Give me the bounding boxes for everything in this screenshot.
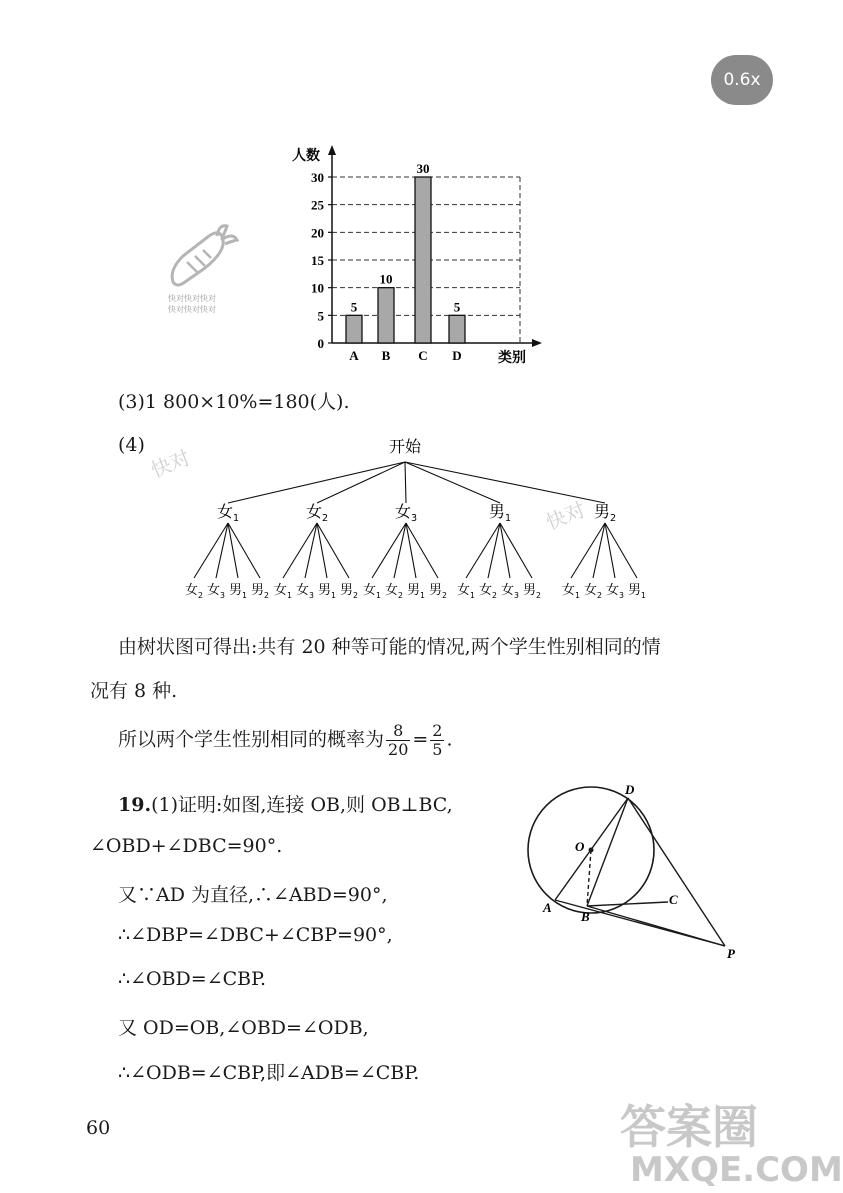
tree-leaf: 女$_1$	[562, 583, 580, 600]
watermark-stamp: 快对	[147, 445, 194, 483]
tree-leaf: 女$_1$	[274, 583, 292, 600]
q19-line7: ∴∠ODB=∠CBP,即∠ADB=∠CBP.	[118, 1062, 420, 1084]
x-axis-label: 类别	[498, 350, 526, 366]
tree-branch	[466, 523, 500, 578]
tree-leaf: 男$_1$	[229, 583, 247, 600]
tree-leaf: 男$_1$	[318, 583, 336, 600]
tree-leaf: 男$_2$	[523, 583, 541, 600]
label-a: A	[543, 900, 552, 915]
y-tick-label: 5	[317, 308, 324, 324]
tree-leaf: 女$_1$	[457, 583, 475, 600]
watermark-stamp: 快对	[542, 497, 589, 535]
segment-bd	[587, 798, 628, 906]
tree-leaf: 男$_2$	[251, 583, 269, 600]
segment-bc	[587, 902, 668, 906]
data-label-C: 30	[416, 161, 430, 176]
tree-branch	[405, 462, 500, 503]
x-tick-label: A	[349, 348, 359, 363]
y-tick-label: 15	[311, 253, 324, 268]
tree-branch	[372, 523, 406, 578]
site-watermark: 答案圈	[620, 1100, 758, 1154]
conclusion-line1: 由树状图可得出:共有 20 种等可能的情况,两个学生性别相同的情	[118, 636, 661, 658]
tree-leaf: 女$_2$	[385, 583, 403, 600]
q19-line5: ∴∠OBD=∠CBP.	[118, 968, 267, 990]
tree-leaf: 男$_2$	[340, 583, 358, 600]
tree-node-level1: 男$_2$	[593, 502, 617, 524]
part3-answer: (3)1 800×10%=180(人).	[118, 391, 350, 413]
tree-leaf: 女$_3$	[501, 583, 519, 600]
carrot-logo-icon	[165, 222, 245, 294]
tree-branch	[571, 523, 605, 578]
q19-line2: ∠OBD+∠DBC=90°.	[90, 835, 283, 857]
segment-bp	[587, 906, 725, 946]
tree-leaf: 男$_1$	[407, 583, 425, 600]
tree-branch	[283, 523, 317, 578]
tree-branch	[228, 462, 405, 503]
part4-label: (4)	[118, 434, 145, 456]
playback-speed-badge[interactable]: 0.6x	[711, 55, 773, 105]
q19-line1: 19.(1)证明:如图,连接 OB,则 OB⊥BC,	[118, 794, 453, 816]
x-tick-label: B	[381, 348, 391, 363]
tree-leaf: 女$_1$	[363, 583, 381, 600]
q19-line6: 又 OD=OB,∠OBD=∠ODB,	[118, 1017, 369, 1039]
tree-node-level1: 女$_2$	[305, 502, 329, 524]
tree-leaf: 女$_2$	[479, 583, 497, 600]
tree-branch	[305, 523, 317, 578]
label-o: O	[575, 839, 585, 854]
y-tick-label: 10	[311, 280, 324, 296]
tree-branch	[488, 523, 500, 578]
data-label-B: 10	[379, 271, 393, 287]
fraction-8-20: $\frac{8}{20}$	[388, 721, 409, 759]
tree-leaf: 男$_2$	[429, 583, 447, 600]
data-label-A: 5	[350, 299, 358, 315]
bar-A	[346, 315, 362, 343]
tree-branch	[405, 462, 406, 503]
tree-branch	[593, 523, 605, 578]
tree-diagram	[150, 432, 670, 607]
tree-leaf: 女$_2$	[584, 583, 602, 600]
tree-leaf: 女$_3$	[296, 583, 314, 600]
label-b: B	[581, 909, 590, 924]
y-tick-label: 30	[311, 170, 324, 185]
y-axis-label: 人数	[292, 148, 320, 164]
q19-line3: 又∵AD 为直径,∴∠ABD=90°,	[118, 884, 388, 906]
tree-node-level1: 女$_1$	[216, 502, 240, 524]
bar-C	[415, 177, 431, 343]
tree-root: 开始	[388, 437, 422, 456]
label-p: P	[727, 946, 735, 961]
y-tick-label: 25	[311, 197, 324, 213]
x-tick-label: D	[452, 348, 462, 363]
tree-leaf: 女$_3$	[207, 583, 225, 600]
fraction-2-5: $\frac{2}{5}$	[432, 721, 443, 759]
q19-line4: ∴∠DBP=∠DBC+∠CBP=90°,	[118, 924, 393, 946]
y-axis-arrow	[328, 145, 336, 155]
watermark-text: 快对快对快对 快对快对快对	[168, 294, 216, 314]
tree-branch	[194, 523, 228, 578]
probability-line: 所以两个学生性别相同的概率为 $\frac{8}{20}$ = $\frac{2}{5}$ .	[118, 721, 453, 759]
x-tick-label: C	[418, 348, 428, 363]
y-tick-label: 0	[317, 336, 324, 351]
circle-geometry-figure	[525, 780, 755, 965]
page-number: 60	[86, 1117, 111, 1139]
y-tick-label: 20	[311, 225, 324, 241]
tree-node-level1: 男$_1$	[488, 502, 512, 524]
tree-leaf: 女$_3$	[606, 583, 624, 600]
bar-D	[449, 315, 465, 343]
bar-chart	[280, 140, 550, 375]
tree-branch	[216, 523, 228, 578]
tree-branch	[405, 462, 605, 503]
center-point	[589, 848, 594, 853]
tree-branch	[394, 523, 406, 578]
data-label-D: 5	[453, 299, 461, 315]
site-watermark-url: MXQE.COM	[630, 1150, 843, 1190]
tree-branch	[317, 462, 405, 503]
tree-node-level1: 女$_3$	[394, 502, 418, 524]
tree-leaf: 女$_2$	[185, 583, 203, 600]
bar-B	[378, 288, 394, 343]
x-axis-arrow	[532, 339, 542, 347]
tree-leaf: 男$_1$	[628, 583, 646, 600]
label-d: D	[625, 782, 635, 797]
conclusion-line2: 况有 8 种.	[90, 680, 178, 702]
label-c: C	[669, 892, 678, 907]
